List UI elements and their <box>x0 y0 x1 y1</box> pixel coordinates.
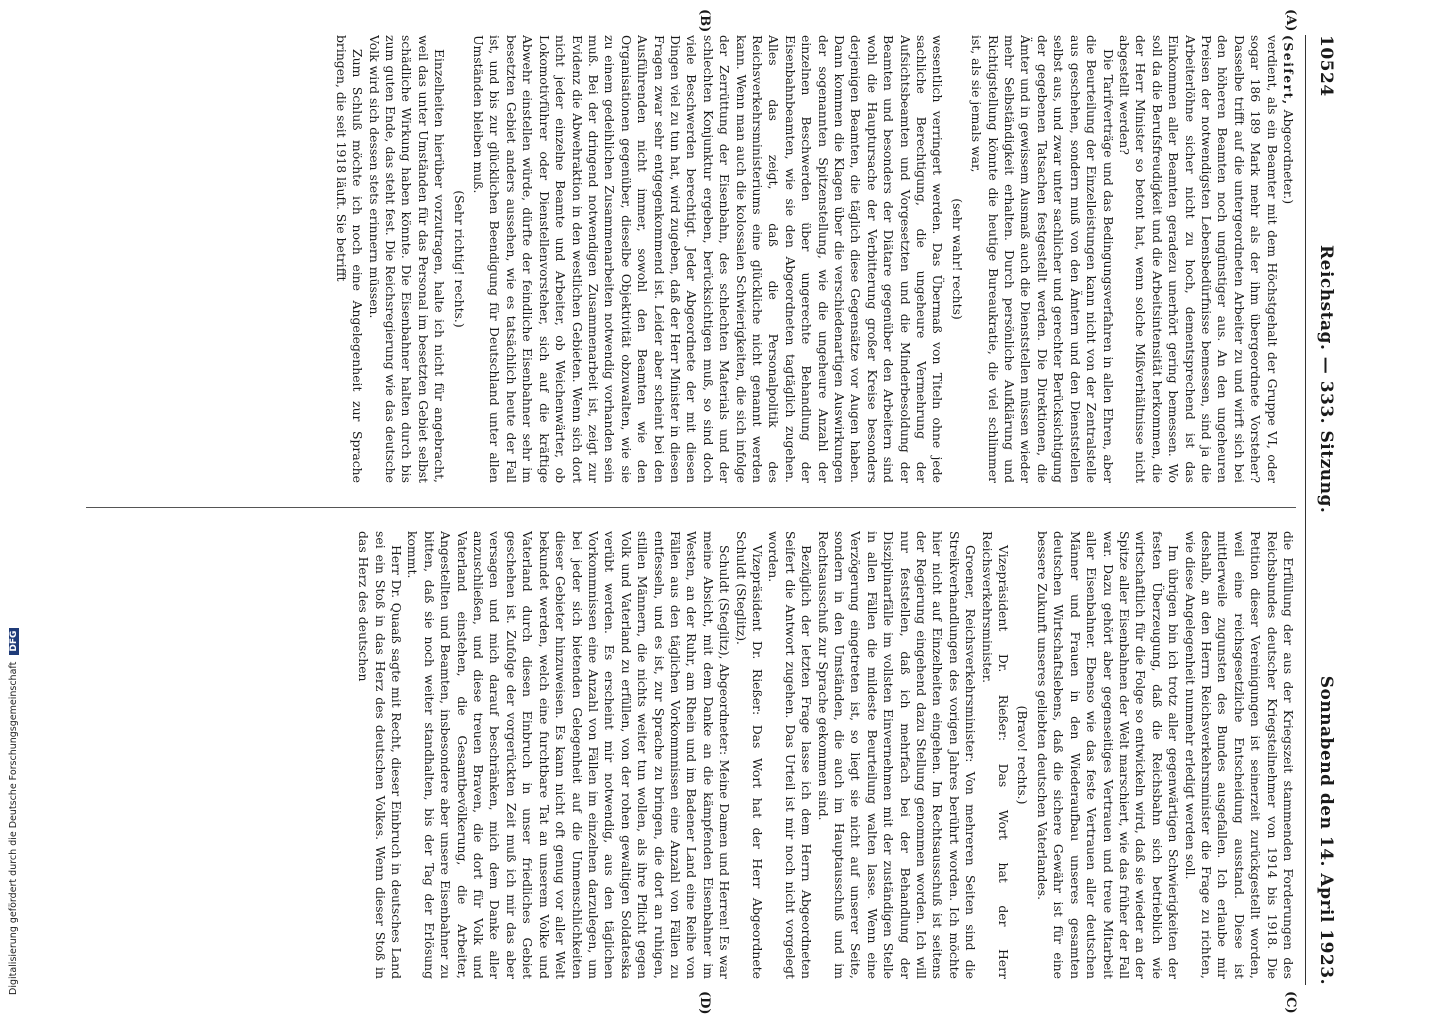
header-rule <box>1305 35 1306 985</box>
interjection: (Bravo! rechts.) <box>1015 705 1031 805</box>
credit-text: Digitalisierung gefördert durch die Deutsche Forschungsgemeinschaft <box>8 661 19 995</box>
paragraph: Bezüglich der letzten Frage lasse ich dem Herrn Abgeordneten Seifert die Antwort zugehen. Das Urteil ist mir noch nicht vorgelegt worden. <box>766 531 815 979</box>
paragraph: Vizepräsident Dr. Rießer: Das Wort hat der Herr Reichsverkehrsminister. <box>979 531 1012 979</box>
column-divider <box>86 507 1296 508</box>
right-column <box>76 531 1296 979</box>
margin-mark-b: (B) <box>697 9 712 33</box>
speaker-name: (Seifert, <box>1281 35 1296 106</box>
margin-mark-a: (A) <box>1283 9 1298 32</box>
paragraph: verdient, als ein Beamter mit dem Höchstgehalt der Gruppe VI, oder sogar 186 189 Mark mehr als der ihm übergeordnete Vorsteher? Dasselbe trifft auf die untergeordneten Arbeiter zu und wirft sich bei den höheren Beamten noch ungünstiger aus. An den ungeheuren Preisen der notwendigsten Lebensbedürfnisse bemessen, sind ja die Arbeiterlöhne sicher nicht zu hoch, dementsprechend ist das Einkommen aller Beamten geradezu unerhört gering bemessen. Wo soll da die Berufsfreudigkeit und die Arbeitsintensität herkommen, die der Herr Minister so betont hat, wenn solche Mißverhältnisse nicht abgestellt werden? <box>1116 35 1280 483</box>
paragraph: Zum Schluß möchte ich noch eine Angelegenheit zur Sprache bringen, die seit 1918 läuft. Sie betrifft <box>333 35 366 483</box>
paragraph: Einzelheiten hierüber vorzutragen, halte ich nicht für angebracht, weil das unter Umständen für das Personal im besetzten Gebiet selbst schädliche Wirkung haben könnte. Die Eisenbahner halten durch bis zum guten Ende, das steht fest. Die Reichsregierung wie das deutsche Volk wird sich dessen stets erinnern müssen. <box>366 35 448 483</box>
margin-mark-c: (C) <box>1283 991 1298 1014</box>
speaker-line <box>1280 35 1296 483</box>
paragraph: Schuldt (Steglitz), Abgeordneter: Meine Damen und Herren! Es war meine Absicht, mit dem Danke an die kämpfenden Eisenbahner im Westen, an der Ruhr, am Rhein und im Badener Land eine Reihe von Fällen aus den täglichen Vorkommnissen eine Anzahl von Fällen zu entfesseln, und es ist, zur Sprache zu bringen, die dort an ruhigen, stillen Männern, die nichts weiter tun wollen, als ihre Pflicht gegen Volk und Vaterland zu erfüllen, von der rohen gewaltigen Soldateska verübt werden. Es erscheint mir notwendig, aus den täglichen Vorkommnissen eine Anzahl von Fällen im einzelnen darzulegen, um bei jeder sich bietenden Gelegenheit auf die Unmenschlichkeiten dieser Gebieter hinzuweisen. Es kann nicht oft genug vor aller Welt bekundet werden, welch eine furchtbare Tat an unserem Volke und Vaterland durch diesen Einbruch in unser friedliches Gebiet geschehen ist. Zufolge der vorgerückten Zeit muß ich mir das aber versagen und mich darauf beschränken, mich dem Danke aller anzuschließen, und diese treuen Braven, die dort für Volk und Vaterland einstehen, die Gesamtbevölkerung, die Arbeiter, Angestellten und Beamten, insbesondere aber unsere Eisenbahner zu bitten, daß sie noch weiter standhalten, bis der Tag der Erlösung kommt. <box>405 531 733 979</box>
interjection: (sehr wahr! rechts) <box>949 198 965 320</box>
paragraph: wesentlich verringert werden. Das Übermaß von Titeln ohne jede sachliche Berechtigung, die ungeheure Vermehrung der Aufsichtsbeamten und Vorgesetzten und die Minderbesoldung der Beamten und besonders der Diätare gegenüber den Arbeitern sind wohl die Hauptursache der Verbitterung großer Kreise besonders derjenigen Beamten, die täglich diese Gegensätze vor Augen haben. Dann kommen die Klagen über die verschiedenartigen Auswirkungen der sogenannten Spitzenstellung, wie die ungeheure Anzahl der einzelnen Beschwerden über ungerechte Behandlung der Eisenbahnbeamten, wie sie den Abgeordneten tagtäglich zugehen. Alles das zeigt, daß die Personalpolitik des Reichsverkehrsministeriums eine glückliche nicht genannt werden kann. Wenn man auch die kolossalen Schwierigkeiten, die sich infolge der Zerrüttung der Eisenbahn, des schlechten Materials und der schlechten Konjunktur ergeben, berücksichtigen muß, so sind doch viele Beschwerden berechtigt. Jeder Abgeordnete der mit diesen Dingen viel zu tun hat, wird zugeben, daß der Herr Minister in diesen Fragen zwar sehr entgegenkommend ist. Leider aber scheint bei den Ausführenden nicht immer, sowohl den Beamten wie den Organisationen gegenüber, dieselbe Objektivität obzuwalten, wie sie zu einem gedeihlichen Zusammenarbeiten notwendig vorhanden sein muß. Bei der dringend notwendigen Zusammenarbeit ist, zeigt zur Evidenz die Abwehraktion in den westlichen Gebieten. Wenn sich dort nicht jeder einzelne Beamte und Arbeiter, ob Weichenwärter, ob Lokomotivführer oder Dienstellenvorsteher, sich auf die kräftige Abwehr einstellen würde, dürfte der feindliche Eisenbahner sehr im besetzten Gebiet anders aussehen, wie es tatsächlich heute der Fall ist, und bis zur glücklichen Beendigung für Deutschland unter allen Umständen bleiben muß. <box>471 35 946 483</box>
paragraph: Groener, Reichsverkehrsminister: Von mehreren Seiten sind die Streikverhandlungen des vorigen Jahres berührt worden. Ich möchte hier nicht auf Einzelheiten eingehen. Im Rechtsausschuß ist seitens der Regierung eingehend dazu Stellung genommen worden. Ich will nur feststellen, daß ich mehrfach bei der Behandlung der Disziplinarfälle im vollsten Einvernehmen mit der zuständigen Stelle in allen Fällen die mildeste Beurteilung walten lasse. Wenn eine Verzögerung eingetreten ist, so liegt sie nicht auf unserer Seite, sondern in den Umständen, die auch im Hauptausschuß und im Rechtsausschuß zur Sprache gekommen sind. <box>815 531 979 979</box>
left-column <box>76 35 1296 483</box>
paragraph: Vizepräsident Dr. Rießer: Das Wort hat der Herr Abgeordnete Schuldt (Steglitz). <box>733 531 765 979</box>
digitization-credit <box>8 600 28 995</box>
interjection: (Sehr richtig! rechts.) <box>451 190 467 328</box>
margin-mark-d: (D) <box>697 991 712 1015</box>
paragraph: Im übrigen bin ich trotz aller gegenwärtigen Schwierigkeiten der festen Überzeugung, daß die Reichsbahn sich betrieblich wie wirtschaftlich für die Folge so entwickeln wird, daß sie wieder an der Spitze aller Eisenbahnen der Welt marschiert, wie das früher der Fall war. Dazu gehört aber gegenseitiges Vertrauen und treue Mitarbeit aller Eisenbahner. Ebenso wie das feste Vertrauen aller deutschen Männer und Frauen in den Wiederaufbau unseres gesamten deutschen Wirtschaftslebens, daß die sichere Gewähr ist für eine bessere Zukunft unseres geliebten deutschen Vaterlandes. <box>1034 531 1182 979</box>
page-number: 10524 <box>1316 35 1336 97</box>
speaker-role: Abgeordneter.) <box>1281 105 1296 205</box>
session-date: Sonnabend den 14. April 1923. <box>1316 675 1336 985</box>
page-header <box>1310 35 1340 985</box>
paragraph: die Erfüllung der aus der Kriegszeit stammenden Forderungen des Reichsbundes deutscher Kriegsteilnehmer von 1914 bis 1918. Die Petition dieser Vereinigungen ist seinerzeit zurückgestellt worden, weil eine reichsgesetzliche Entscheidung ausstand. Diese ist mittlerweile zugunsten des Bundes ausgefallen. Ich erlaube mir deshalb, an den Herrn Reichsverkehrsminister die Frage zu richten, wie diese Angelegenheit nunmehr erledigt werden soll. <box>1182 531 1296 979</box>
running-title: Reichstag. — 333. Sitzung. <box>1316 245 1336 514</box>
rotated-document <box>60 9 1340 1015</box>
paragraph: Herr Dr. Quaaß sagte mit Recht, dieser Einbruch in deutsches Land sei ein Stoß in das Herz des deutschen Volkes. Wenn dieser Stoß in das Herz des deutschen <box>356 531 405 979</box>
paragraph: Die Tarifverträge und das Bedingungsverfahren in allen Ehren, aber die Beurteilung der Einzelleistungen kann nicht von der Zentralstelle aus geschehen, sondern muß von den Ämtern und den Dienststellen selbst aus, und zwar unter sachlicher und gerechter Berücksichtigung der gegebenen Tatsachen festgestellt werden. Die Direktionen, die Ämter und in gewissem Ausmaß auch die Dienststellen müssen wieder mehr Selbständigkeit erhalten. Durch persönliche Aufklärung und Richtigstellung könnte die heutige Bureaukratie, die viel schlimmer ist, als sie jemals war, <box>969 35 1116 483</box>
dfg-logo-icon: DFG <box>9 628 19 655</box>
